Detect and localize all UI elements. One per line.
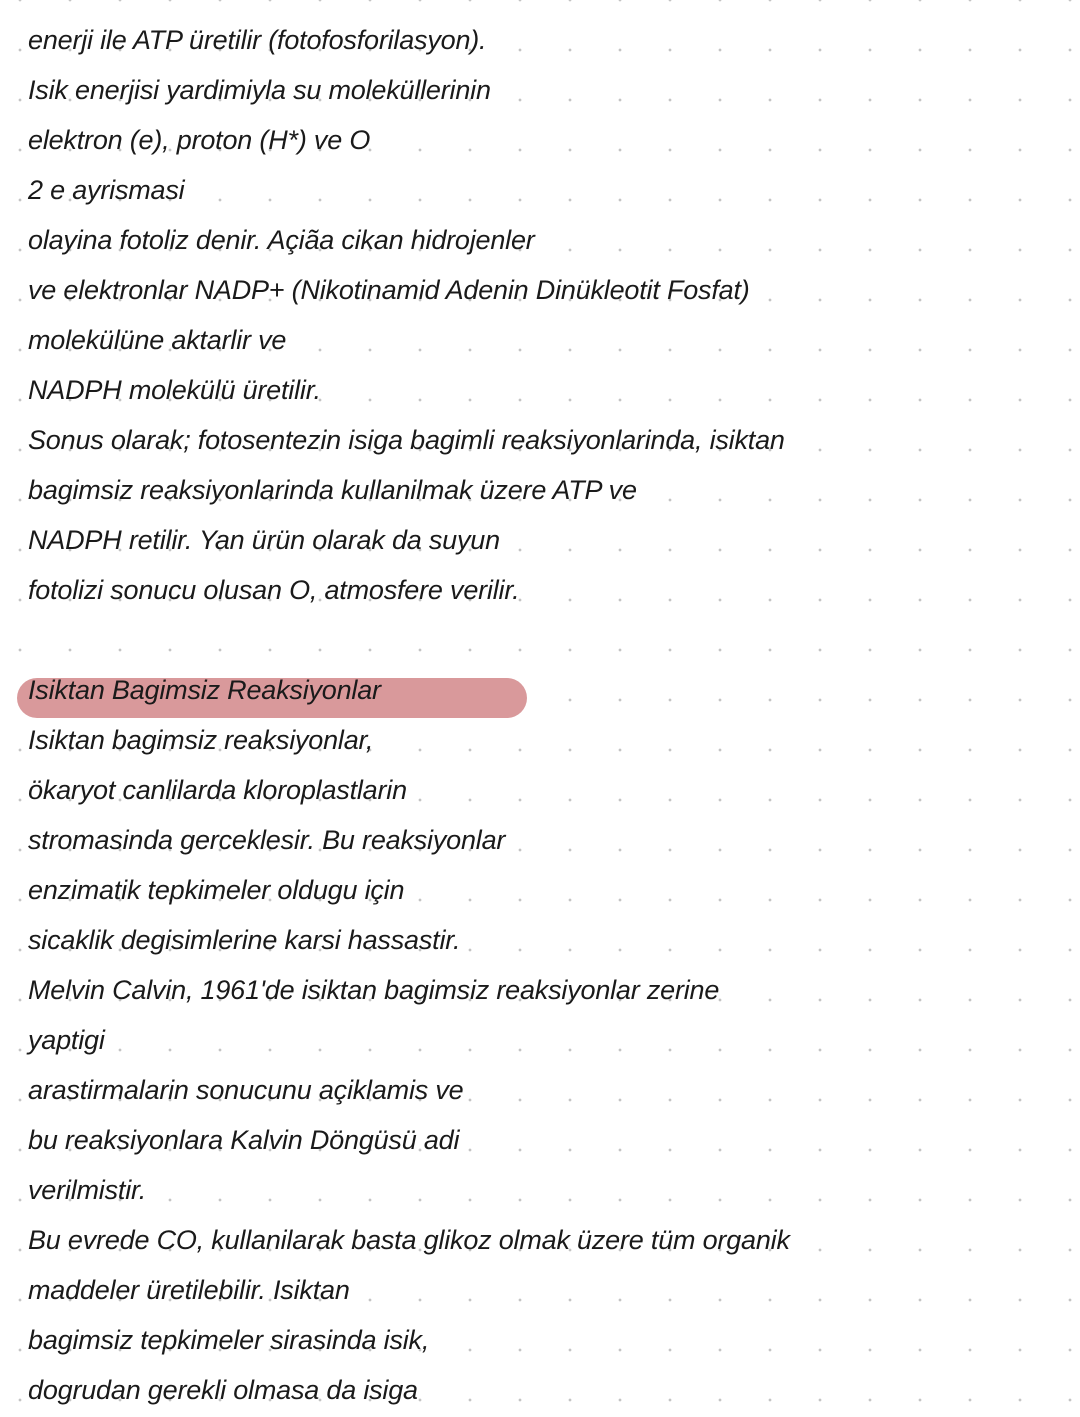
text-line: Sonus olarak; fotosentezin isiga bagimli reaksiyonlarinda, isiktan: [28, 425, 785, 455]
text-line: maddeler üretilebilir. Isiktan: [28, 1275, 350, 1305]
text-line: Isik enerjisi yardimiyla su moleküllerinin: [28, 75, 491, 105]
text-line: Bu evrede CO, kullanilarak basta glikoz olmak üzere tüm organik: [28, 1225, 790, 1255]
text-line: bagimsiz reaksiyonlarinda kullanilmak üzere ATP ve: [28, 475, 637, 505]
text-line: NADPH retilir. Yan ürün olarak da suyun: [28, 525, 500, 555]
section-heading: Isiktan Bagimsiz Reaksiyonlar: [28, 675, 381, 705]
text-line: ökaryot canlilarda kloroplastlarin: [28, 775, 407, 805]
text-line: NADPH molekülü üretilir.: [28, 375, 321, 405]
text-line: fotolizi sonucu olusan O, atmosfere verilir.: [28, 575, 520, 605]
text-line: bu reaksiyonlara Kalvin Döngüsü adi: [28, 1125, 460, 1155]
text-line: sicaklik degisimlerine karsi hassastir.: [28, 925, 461, 955]
text-line: molekülüne aktarlir ve: [28, 325, 287, 355]
text-line: 2 e ayrismasi: [28, 175, 185, 205]
text-line: enzimatik tepkimeler oldugu için: [28, 875, 405, 905]
text-line: Isiktan bagimsiz reaksiyonlar,: [28, 725, 374, 755]
text-line: enerji ile ATP üretilir (fotofosforilasyon).: [28, 25, 487, 55]
text-line: stromasinda gerceklesir. Bu reaksiyonlar: [28, 825, 506, 855]
text-line: ve elektronlar NADP+ (Nikotinamid Adenin Dinükleotit Fosfat): [28, 275, 750, 305]
text-line: arastirmalarin sonucunu açiklamis ve: [28, 1075, 464, 1105]
text-line: verilmistir.: [28, 1175, 147, 1205]
text-line: bagimsiz tepkimeler sirasinda isik,: [28, 1325, 430, 1355]
text-line: yaptigi: [28, 1025, 105, 1055]
text-line: olayina fotoliz denir. Açiãa cikan hidrojenler: [28, 225, 535, 255]
text-line: dogrudan gerekli olmasa da isiga: [28, 1375, 418, 1405]
text-line: elektron (e), proton (H*) ve O: [28, 125, 371, 155]
text-line: Melvin Calvin, 1961'de isiktan bagimsiz reaksiyonlar zerine: [28, 975, 720, 1005]
